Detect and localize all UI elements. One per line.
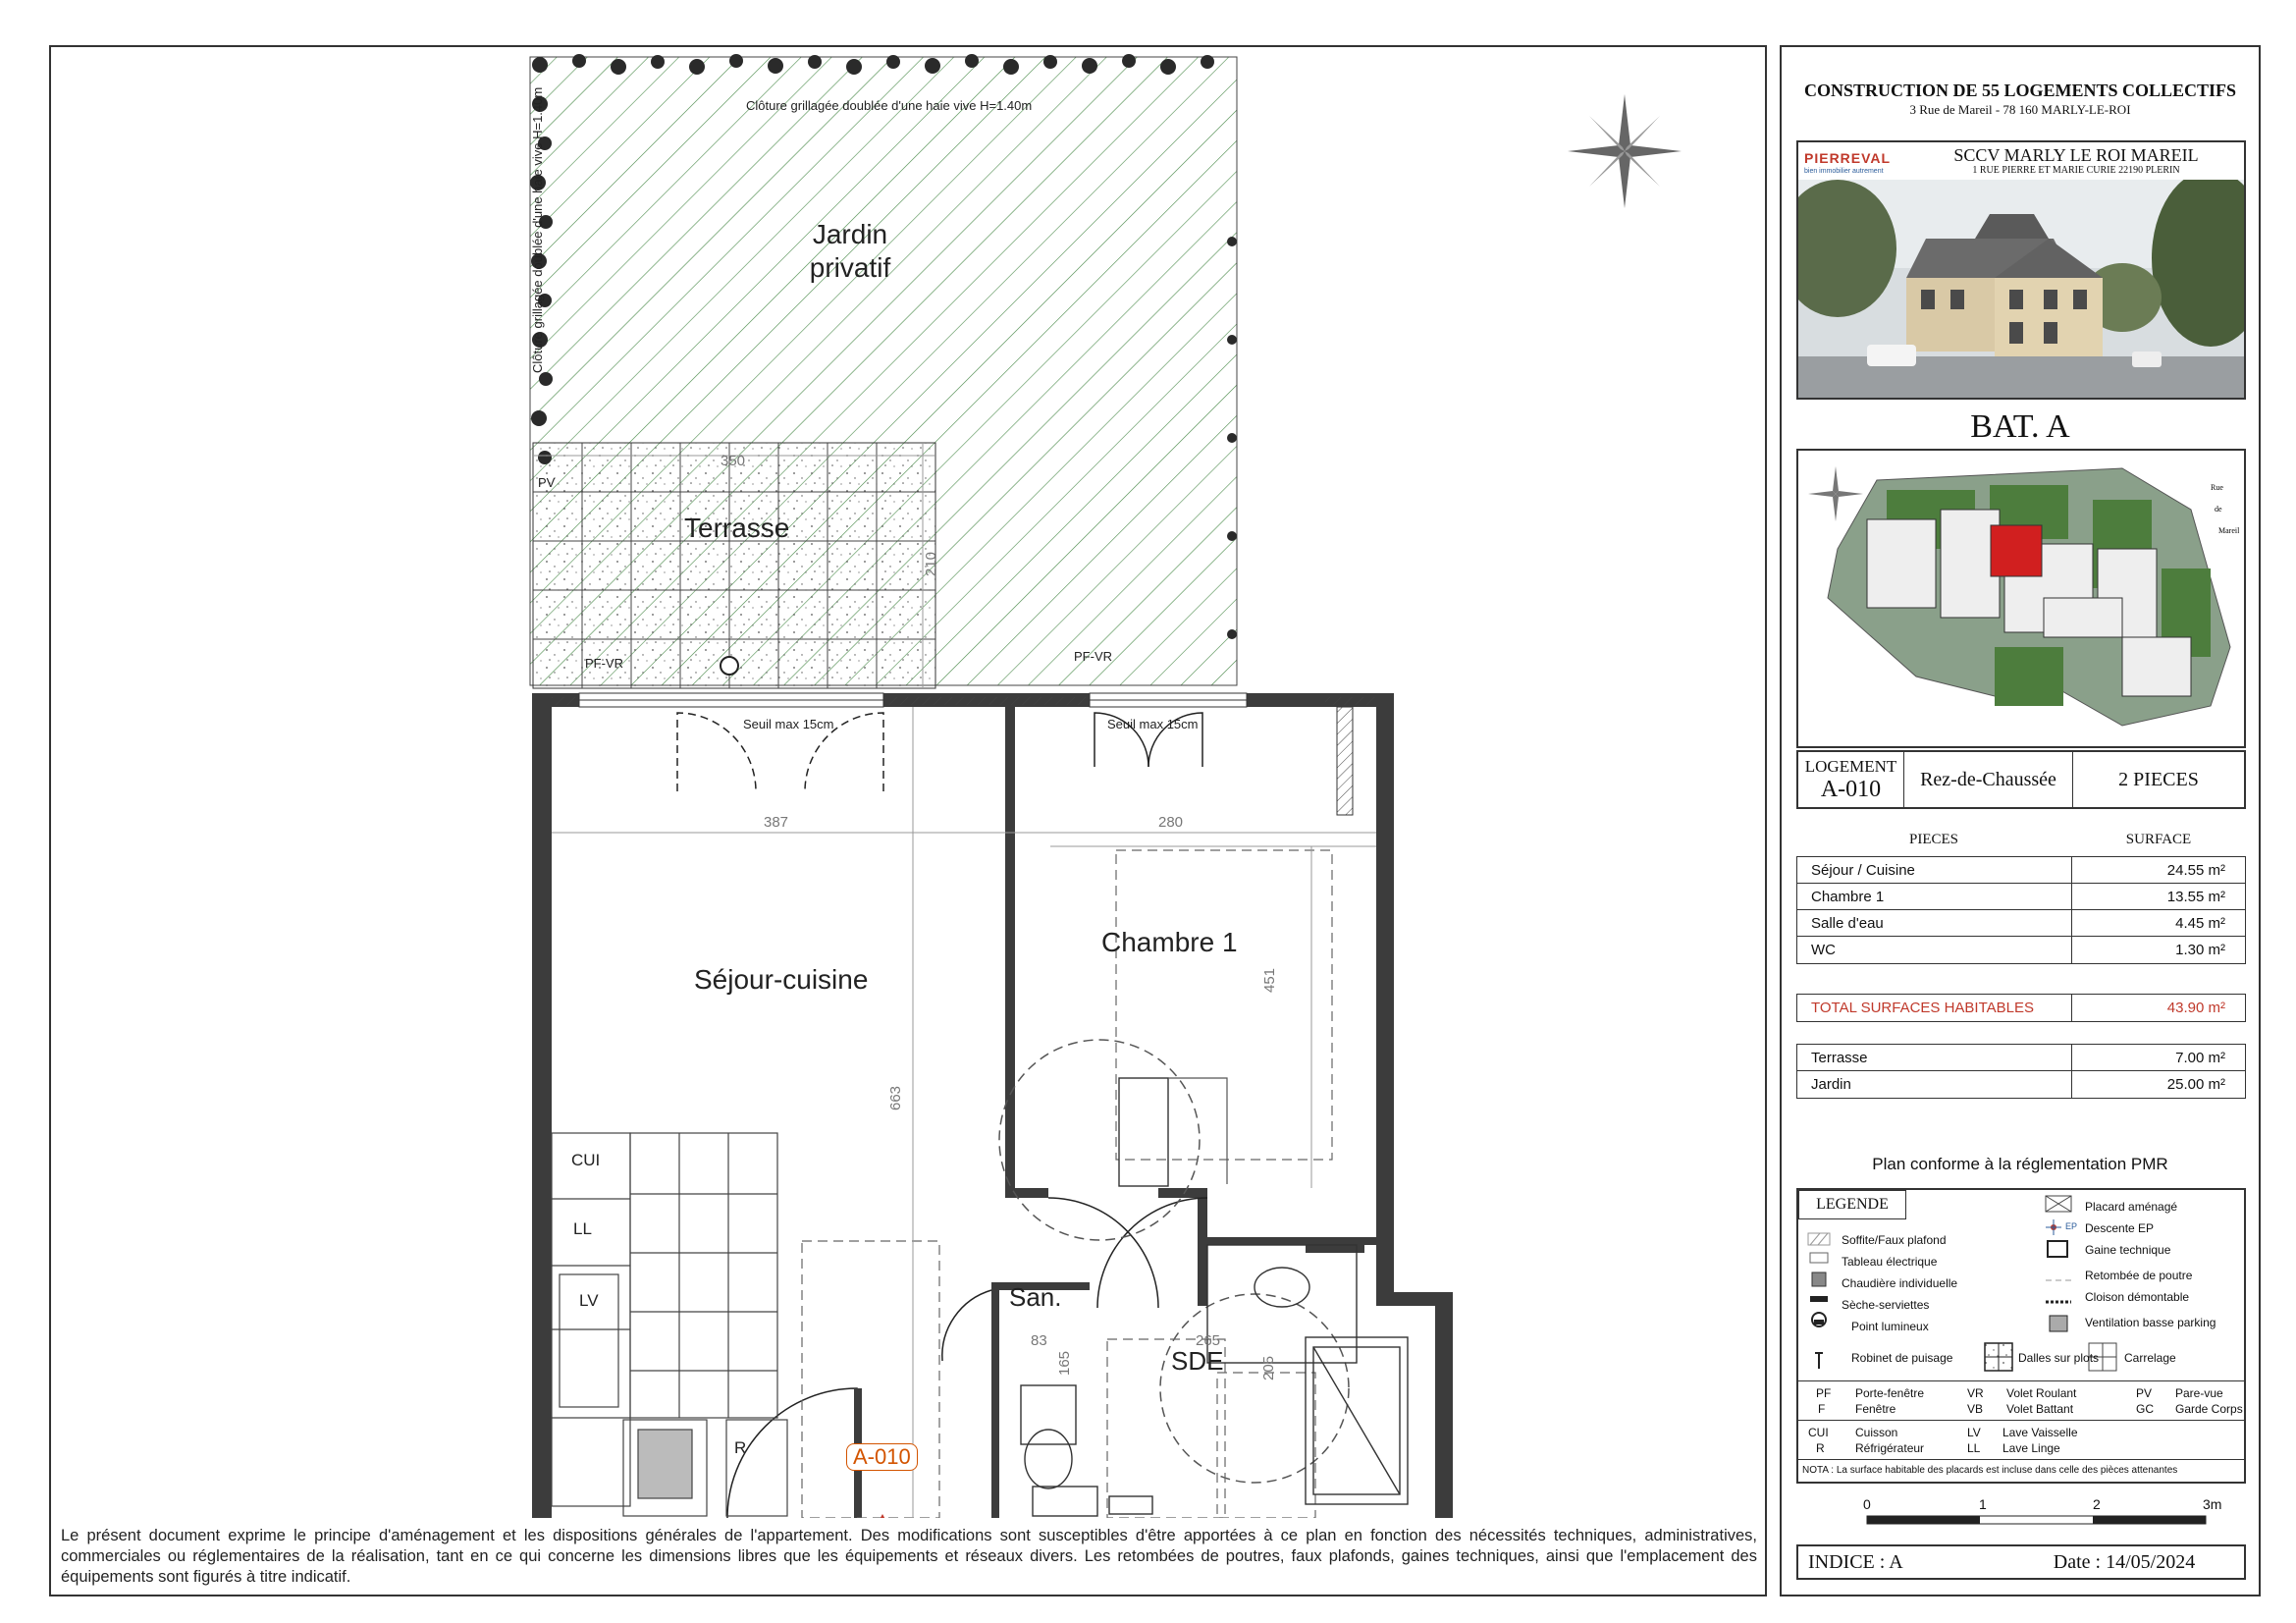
legend-divider [1798,1459,2244,1460]
logement-label: LOGEMENT [1804,756,1897,776]
legend-soffite: Soffite/Faux plafond [1842,1233,1947,1247]
scale-bar [1865,1514,2228,1528]
abbr-vb: VB [1967,1402,1984,1416]
dim-165: 165 [1056,1350,1074,1377]
site-keymap [1798,451,2244,746]
total-label: TOTAL SURFACES HABITABLES [1797,995,2072,1021]
seche-serviettes-icon [1810,1296,1828,1302]
dim-663: 663 [887,1085,905,1111]
legend-icons-left [1806,1231,1832,1379]
developer-name: SCCV MARLY LE ROI MAREIL [1953,145,2199,165]
scale-0: 0 [1863,1496,1871,1512]
equip-cui-text: Cuisson [1855,1426,1898,1439]
equip-lv: LV [1967,1426,1981,1439]
indice-date-box [1796,1544,2246,1580]
sde-label: SDE [1171,1346,1224,1376]
fence-side-label: Clôture grillagée doublée d'une haie vive H=1.40m [530,86,545,373]
logement-level: Rez-de-Chaussée [1904,752,2073,807]
table-row: WC 1.30 m² [1797,937,2245,963]
annex-table [1796,1044,2246,1099]
compass-rose [1568,94,1682,208]
legend-chaudiere: Chaudière individuelle [1842,1276,1958,1290]
equip-r-text: Réfrigérateur [1855,1441,1925,1455]
dalles-icon [1985,1343,2012,1371]
refrigerateur-label: R [734,1438,747,1457]
abbr-vr-text: Volet Roulant [2006,1386,2077,1400]
indice: INDICE : A [1808,1550,1903,1573]
disclaimer-text: Le présent document exprime le principe d'aménagement et les dispositions générales de l'appartement. Des modifications sont susceptibles d'être apportées à ce plan en fonction des nécessités techniques, administratives, commerciales ou réglementaires de la réalisation, tant en ce qui concerne les dimensions libres que les équipements et réseaux divers. Les retombées de poutres, faux plafonds, gaines techniques, ainsi que l'emplacement des équipements sont figurés à titre indicatif. [61,1527,1757,1586]
legend-ep-tag: EP [2065,1221,2078,1231]
scale-1: 1 [1979,1496,1987,1512]
table-row: Chambre 1 13.55 m² [1797,884,2245,910]
legend-descente-ep: Descente EP [2085,1221,2155,1235]
san-label: San. [1009,1282,1062,1312]
abbr-pf: PF [1816,1386,1832,1400]
equip-ll: LL [1967,1441,1981,1455]
legend-seche-serviettes: Sèche-serviettes [1842,1298,1930,1312]
lave-vaisselle-label: LV [579,1291,599,1310]
keymap-street-3: Mareil [2218,526,2240,535]
light-point-icon [1812,1313,1826,1326]
terrace-label: Terrasse [684,513,790,543]
dim-205: 205 [1260,1355,1278,1381]
descente-ep-icon [2046,1219,2061,1235]
legend-retombee: Retombée de poutre [2085,1269,2193,1282]
cuisson-label: CUI [571,1151,601,1169]
date: Date : 14/05/2024 [2053,1550,2196,1573]
abbr-gc: GC [2136,1402,2154,1416]
equip-r: R [1816,1441,1825,1455]
equip-lv-text: Lave Vaisselle [2002,1426,2078,1439]
pfvr-label-2: PF-VR [1074,649,1112,664]
legend-dalles: Dalles sur plots [2018,1351,2100,1365]
abbr-pf-text: Porte-fenêtre [1855,1386,1925,1400]
pieces-table [1796,856,2246,964]
table-row: Terrasse 7.00 m² [1797,1045,2245,1071]
legend-robinet: Robinet de puisage [1851,1351,1953,1365]
sejour-cuisine-label: Séjour-cuisine [694,964,869,995]
keymap-street-2: de [2215,505,2222,514]
seuil-label-1: Seuil max 15cm [743,717,834,731]
equip-cui: CUI [1808,1426,1829,1439]
project-address: 3 Rue de Mareil - 78 160 MARLY-LE-ROI [1909,102,2131,117]
keymap-street-1: Rue [2211,483,2223,492]
faucet-icon [1815,1353,1823,1369]
dim-210: 210 [923,551,940,577]
dim-387: 387 [764,814,789,831]
table-row: Séjour / Cuisine 24.55 m² [1797,857,2245,884]
abbr-gc-text: Garde Corps [2175,1402,2243,1416]
legend-point-lumineux: Point lumineux [1851,1320,1929,1333]
abbr-f-text: Fenêtre [1855,1402,1896,1416]
legend-note: NOTA : La surface habitable des placards est incluse dans celle des pièces attenantes [1802,1465,2178,1476]
pfvr-label-1: PF-VR [585,656,623,671]
soffite-icon [1808,1233,1830,1245]
apartment-tag: A-010 [846,1443,918,1471]
header-room: PIECES [1908,832,1958,847]
legend-tableau: Tableau électrique [1842,1255,1938,1269]
pv-label: PV [538,475,556,490]
chaudiere-icon [1812,1272,1826,1286]
pmr-note: Plan conforme à la réglementation PMR [1872,1155,2168,1173]
legend-placard: Placard aménagé [2085,1200,2178,1214]
legend-icons-right [2044,1194,2073,1336]
legend-cloison: Cloison démontable [2085,1290,2190,1304]
abbr-f: F [1818,1402,1826,1416]
developer-logo-tagline: bien immobilier autrement [1804,168,1884,175]
legend-divider [1798,1420,2244,1421]
chambre-label: Chambre 1 [1101,927,1238,957]
abbr-pv-text: Pare-vue [2175,1386,2223,1400]
dim-265: 265 [1196,1332,1221,1349]
building-title: BAT. A [1970,408,2070,445]
legend-carrelage: Carrelage [2124,1351,2176,1365]
legend-gaine: Gaine technique [2085,1243,2171,1257]
light-point [721,657,738,675]
project-title: CONSTRUCTION DE 55 LOGEMENTS COLLECTIFS [1803,81,2237,100]
total-value: 43.90 m² [2166,1000,2225,1016]
logement-id: A-010 [1820,776,1882,802]
dim-350: 350 [721,453,746,469]
table-row: Jardin 25.00 m² [1797,1071,2245,1098]
logement-type: 2 PIECES [2118,768,2199,790]
legend-title: LEGENDE [1798,1190,1906,1219]
gaine-icon [2048,1241,2067,1257]
developer-address: 1 RUE PIERRE ET MARIE CURIE 22190 PLERIN [1972,165,2180,176]
pieces-header [1796,832,2246,848]
legend-ventilation: Ventilation basse parking [2085,1316,2216,1329]
developer-logo: PIERREVAL [1804,150,1892,166]
scale-3: 3m [2203,1496,2222,1512]
lave-linge-label: LL [573,1219,592,1238]
ventilation-icon [2050,1316,2067,1331]
seuil-label-2: Seuil max 15cm [1107,717,1199,731]
abbr-pv: PV [2136,1386,2153,1400]
table-row: Salle d'eau 4.45 m² [1797,910,2245,937]
building-photo [1798,180,2244,398]
equip-ll-text: Lave Linge [2002,1441,2060,1455]
placard-icon [2046,1196,2071,1212]
dim-280: 280 [1158,814,1184,831]
abbr-vr: VR [1967,1386,1984,1400]
logement-summary [1796,750,2246,809]
terrace-tiles [533,443,935,688]
dim-83: 83 [1031,1332,1047,1349]
legend-divider [1798,1380,2244,1381]
scale-2: 2 [2093,1496,2101,1512]
dim-451: 451 [1261,967,1279,994]
garden-label: Jardin privatif [809,219,891,283]
header-surface: SURFACE [2125,832,2192,847]
tableau-icon [1810,1253,1828,1263]
total-surface-row [1796,994,2246,1022]
abbr-vb-text: Volet Battant [2006,1402,2074,1416]
fence-top-label: Clôture grillagée doublée d'une haie vive H=1.40m [746,98,1033,113]
